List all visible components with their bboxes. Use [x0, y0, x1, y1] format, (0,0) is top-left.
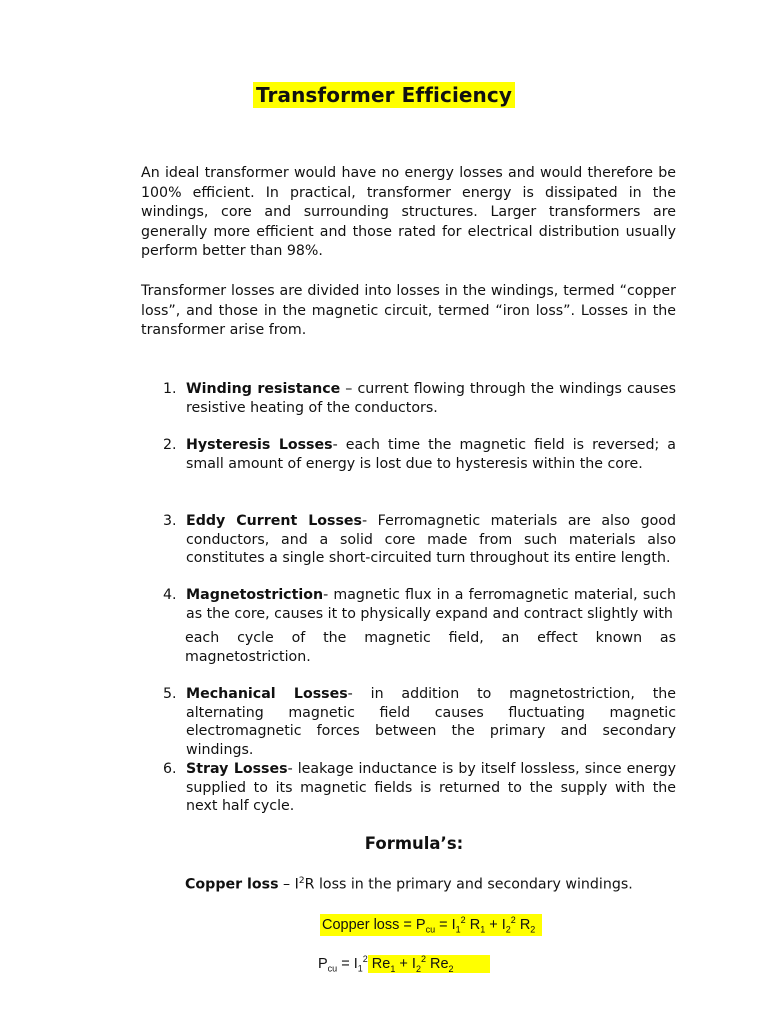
formula-text: + I	[395, 955, 416, 972]
formula-text: = I	[435, 916, 456, 933]
loss-description: - leakage inductance is by itself lossless, since energy supplied to its magnetic fields is returned to the supply with the next half cycle.	[186, 761, 676, 814]
subscript: 1	[357, 963, 363, 974]
title-container	[0, 82, 768, 108]
subscript: 1	[480, 924, 486, 935]
list-number: 3.	[163, 513, 177, 529]
subscript: 1	[390, 963, 396, 974]
loss-description: - Ferromagnetic materials are also good conductors, and a solid core made from such materials also constitutes a single short-circuited turn throughout its entire length.	[186, 513, 676, 566]
loss-description-continued: each cycle of the magnetic field, an effect known as	[185, 630, 676, 646]
loss-description: – current flowing through the windings causes resistive heating of the conductors.	[186, 381, 677, 416]
subscript: 2	[530, 924, 536, 935]
list-item	[163, 760, 676, 816]
copper-loss-text: R loss in the primary and secondary windings.	[304, 876, 633, 893]
loss-term: Magnetostriction	[186, 587, 324, 603]
formula-text: = I	[337, 955, 358, 972]
superscript: 2	[510, 915, 516, 925]
page-title: Transformer Efficiency	[253, 82, 515, 108]
superscript: 2	[420, 954, 426, 964]
list-item	[163, 436, 676, 473]
formulas-heading: Formula’s:	[364, 834, 464, 853]
formula-text: P	[318, 955, 328, 972]
formula-text: R	[465, 916, 481, 933]
superscript: 2	[362, 954, 368, 964]
list-item	[163, 586, 676, 666]
formula-text: + I	[485, 916, 506, 933]
subscript: 1	[455, 924, 461, 935]
loss-description-end: magnetostriction.	[185, 648, 311, 665]
subscript: 2	[505, 924, 511, 935]
loss-term: Eddy Current Losses	[186, 513, 362, 529]
formula-text: Copper loss = P	[322, 916, 426, 933]
loss-term: Winding resistance	[186, 381, 341, 397]
formula-text: R	[515, 916, 531, 933]
losses-paragraph: Transformer losses are divided into losses in the windings, termed “copper loss”, and those in the magnetic circuit, termed “iron loss”. Losses in the transformer arise from.	[141, 283, 676, 338]
subscript: cu	[425, 924, 436, 935]
superscript: 2	[460, 915, 466, 925]
list-item	[163, 685, 676, 759]
copper-loss-definition	[185, 876, 633, 893]
loss-term: Hysteresis Losses	[186, 437, 333, 453]
loss-description: - in addition to magnetostriction, the alternating magnetic field causes fluctuating magnetic electromagnetic forces between the primary and secondary windings.	[186, 686, 676, 758]
pcu-formula	[318, 954, 490, 974]
list-number: 4.	[163, 587, 177, 603]
list-item	[163, 512, 676, 568]
superscript: 2	[298, 876, 305, 886]
subscript: cu	[327, 963, 338, 974]
subscript: 2	[448, 963, 454, 974]
formula-text: Re	[367, 955, 391, 972]
loss-term: Stray Losses	[186, 761, 288, 777]
copper-loss-formula	[320, 914, 542, 936]
loss-term: Mechanical Losses	[186, 686, 348, 702]
pcu-formula-highlight	[368, 955, 490, 973]
list-number: 1.	[163, 381, 177, 397]
formula-text: Re	[425, 955, 449, 972]
list-item	[163, 380, 676, 417]
intro-paragraph: An ideal transformer would have no energy losses and would therefore be 100% efficient. In practical, transformer energy is dissipated in the windings, core and surrounding structures. Larger transformers are generally more efficient and those rated for electrical distribution usually perform better than 98%.	[141, 165, 676, 259]
list-number: 6.	[163, 761, 177, 777]
loss-description: - magnetic flux in a ferromagnetic material, such as the core, causes it to physically expand and contract slightly with	[186, 587, 676, 622]
list-number: 2.	[163, 437, 177, 453]
copper-loss-term: Copper loss	[185, 876, 279, 893]
dash-i: – I	[278, 876, 299, 893]
loss-description: - each time the magnetic field is reversed; a small amount of energy is lost due to hysteresis within the core.	[186, 437, 676, 472]
subscript: 2	[415, 963, 421, 974]
list-number: 5.	[163, 686, 177, 702]
